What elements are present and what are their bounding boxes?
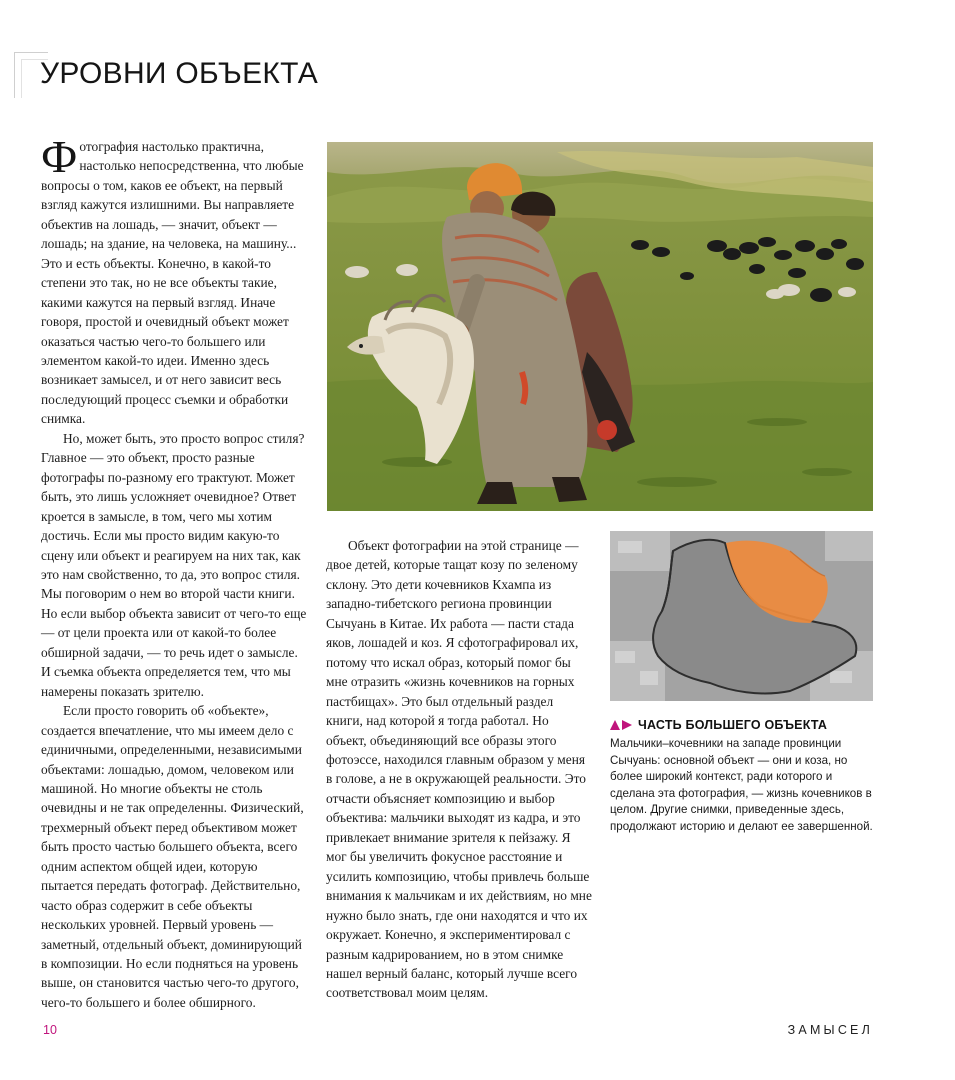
page-number: 10 [43,1023,57,1037]
photo-caption [610,718,876,835]
composition-diagram [610,531,873,701]
caption-heading: ЧАСТЬ БОЛЬШЕГО ОБЪЕКТА [638,718,828,732]
paragraph-3: Если просто говорить об «объекте», создается впечатление, что мы имеем дело с единичными, определенными, независимыми объектами: лошадью, домом, человеком или машиной. Но многие объекты не столь очевидны и не так определенны. Физический, трехмерный объект перед объективом может быть просто частью большего объекта, всего одним аспектом общей идеи, которую пытается передать фотограф. Действительно, часто образ содержит в себе объекты нескольких уровней. Первый уровень — заметный, отдельный объект, доминирующий в композиции. Но если подняться на уровень выше, он становится частью чего-то другого, чего-то большего и более обширного. [41,703,304,1010]
paragraph-1 [41,131,307,429]
double-arrow-icon [610,720,632,730]
page-title: УРОВНИ ОБЪЕКТА [40,57,319,90]
nomad-children-photo [327,142,873,511]
caption-heading-row [610,718,876,732]
paragraph-2: Но, может быть, это просто вопрос стиля? Главное — это объект, просто разные фотографы по-разному его трактуют. Может быть, это лишь усложняет очевидное? Ответ кроется в замысле, в том, чего мы хотим достичь. Если мы просто видим какую-то сцену или объект и реагируем на них так, как это нам свойственно, то да, это вопрос стиля. Мы поговорим о нем во второй части книги. Но если выбор объекта зависит от чего-то еще — от цели проекта или от какой-то более обширной задачи, — то речь идет о замысле. И съемка объекта определяется тем, что мы намерены показать зрителю. [41,430,307,699]
paragraph-1-text: отография настолько практична, настолько непосредственна, что любые вопросы о том, каков ее объект, на первый взгляд кажутся излишними. Вы направляете объектив на лошадь, — значит, объект — лошадь; на здание, на человека, на машину... Это и есть объекты. Конечно, в какой-то степени это так, но не все объекты такие, какими кажутся на первый взгляд. Иначе говоря, простой и очевидный объект может оказаться частью чего-то большего или элементом какой-то идеи. Именно здесь возникает замысел, и от него зависит весь последующий процесс съемки и обработки снимка. [41,139,304,427]
middle-text-column [326,536,592,1003]
left-text-column [41,131,307,1012]
caption-body: Мальчики–кочевники на западе провинции Сычуань: основной объект — они и коза, но более широкий контекст, ради которого и сделана эта фотография, — жизнь кочевников в целом. Другие снимки, приведенные здесь, продолжают историю и делают ее завершенной. [610,737,873,833]
middle-paragraph-1: Объект фотографии на этой странице — двое детей, которые тащат козу по зеленому склону. Это дети кочевников Кхампа из западно-тибетского региона провинции Сычуань в Китае. Их работа — пасти стада яков, лошадей и коз. Я сфотографировал их, потому что искал образ, который помог бы мне отразить «жизнь кочевников на горных пастбищах». Это был отдельный раздел книги, над которой я тогда работал. Но объект, объединяющий все образы этого фотоэссе, находился главным образом у меня в голове, а не в окружающей реальности. Это отчасти объясняет композицию и выбор объектива: мальчики выходят из кадра, и это привлекает внимание зрителя к пейзажу. Я мог бы увеличить фокусное расстояние и усилить композицию, чтобы привлечь больше внимания к мальчикам и их действиям, но мне нужно было знать, где они находятся и что их окружает. Конечно, я экспериментировал с разным кадрированием, но в этом снимке нашел верный баланс, который лучше всего соответствовал моим целям. [326,538,592,1001]
running-head: ЗАМЫСЕЛ [787,1023,873,1037]
drop-cap: Ф [41,131,78,182]
